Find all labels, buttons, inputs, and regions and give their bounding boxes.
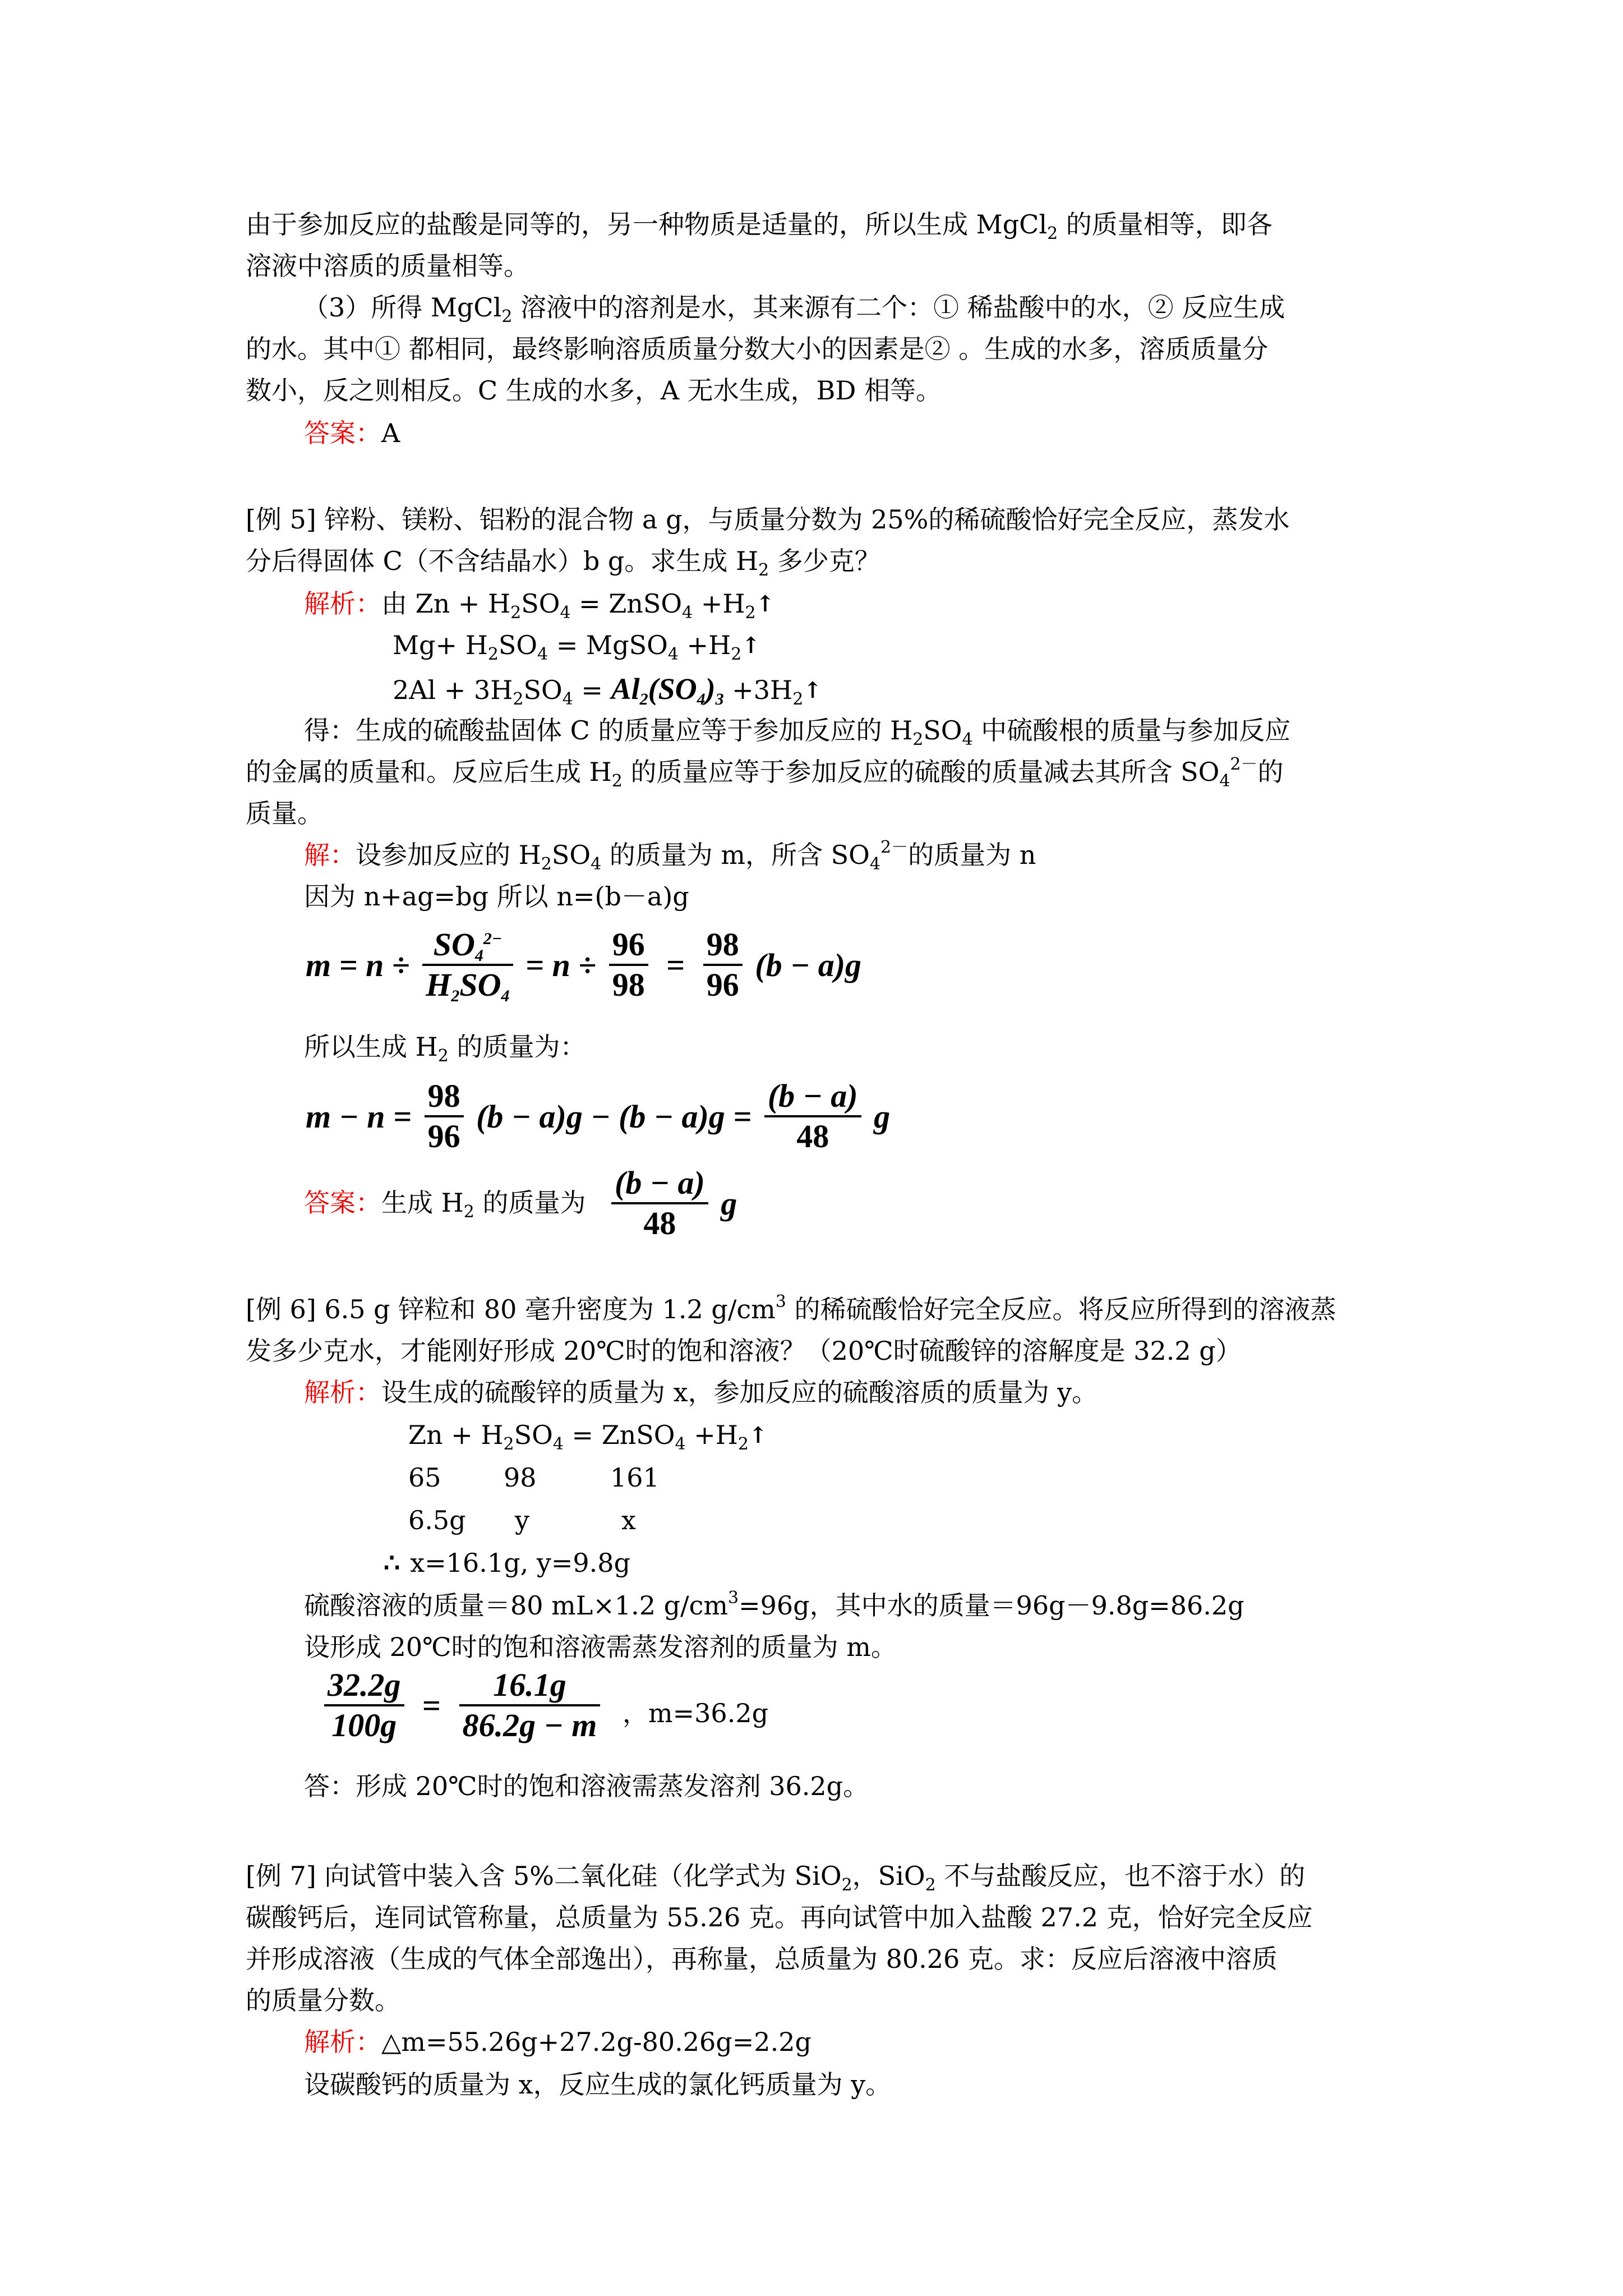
analysis-label: 解析： bbox=[304, 588, 381, 619]
text-line: 因为 n+ag=bg 所以 n=(b－a)g bbox=[304, 881, 689, 912]
equation-solubility: $\frac{32.2g}{100g}$ = $\frac{16.1g}{86.2g - m}$ bbox=[320, 1666, 605, 1745]
fraction: $\frac{32.2g}{100g}$ bbox=[324, 1666, 404, 1745]
text-line: 的水。其中① 都相同，最终影响溶质质量分数大小的因素是② 。生成的水多，溶质质量分 bbox=[246, 334, 1269, 364]
example-5-question: 分后得固体 C（不含结晶水）b g。求生成 $H_2$ 多少克？ bbox=[246, 546, 880, 580]
up-arrow-icon: ↑ bbox=[741, 632, 760, 659]
text-line: 所以生成 $H_2$ 的质量为： bbox=[304, 1032, 586, 1066]
reaction-line: $Mg+ H_2SO_4$ = MgSO$_4$ $+H_2↑$ bbox=[393, 630, 760, 664]
text-line: 设碳酸钙的质量为 x，反应生成的氯化钙质量为 y。 bbox=[304, 2069, 892, 2100]
text-line: 由于参加反应的盐酸是同等的，另一种物质是适量的，所以生成 MgCl$_2$ 的质量相等，即各 bbox=[246, 209, 1272, 243]
answer-line: 答案：A bbox=[304, 418, 400, 448]
up-arrow-icon: ↑ bbox=[755, 591, 775, 617]
solution-label: 解： bbox=[304, 840, 356, 870]
example-7-question: [例 7] 向试管中装入含 5%二氧化硅（化学式为 SiO$_2$，SiO$_2$ 不与盐酸反应，也不溶于水）的 bbox=[246, 1861, 1306, 1895]
example-7-question: 碳酸钙后，连同试管称量，总质量为 55.26 克。再向试管中加入盐酸 27.2 克，恰好完全反应 bbox=[246, 1902, 1313, 1932]
example-5-question: [例 5] 锌粉、镁粉、铝粉的混合物 a g，与质量分数为 25%的稀硫酸恰好完全反应，蒸发水 bbox=[246, 504, 1290, 535]
example-6-question: 发多少克水，才能刚好形成 20℃时的饱和溶液？（20℃时硫酸锌的溶解度是 32.2 g） bbox=[246, 1336, 1242, 1366]
answer-fraction: $\frac{(b - a)}{48}$ g bbox=[607, 1164, 737, 1243]
molar-mass-row: 65 98 161 bbox=[408, 1462, 660, 1493]
result-line: ∴ x=16.1g, y=9.8g bbox=[384, 1548, 631, 1578]
reaction-line: 解析：由 $Zn + H_2SO_4$ = ZnSO$_4$ $+H_2↑$ bbox=[304, 588, 775, 623]
analysis-line: 解析：△m=55.26g+27.2g-80.26g=2.2g bbox=[304, 2027, 811, 2057]
reaction-line: $2Al + 3H_2SO_4 = Al_2(SO_4)_3$ $+3H_2↑$ bbox=[393, 672, 822, 709]
equation-m: m = n ÷ $\frac{SO_4^{2-}}{H_2SO_4}$ = n ÷ $\frac{96}{98}$ = $\frac{98}{96}$ (b − a)g bbox=[306, 926, 862, 1005]
up-arrow-icon: ↑ bbox=[749, 1422, 768, 1448]
text-line: （3）所得 MgCl$_2$ 溶液中的溶剂是水，其来源有二个：① 稀盐酸中的水，② 反应生成 bbox=[303, 292, 1285, 326]
text-line: 溶液中溶质的质量相等。 bbox=[246, 251, 529, 281]
text-line: 硫酸溶液的质量＝80 mL×1.2 $g/cm^3=96g$，其中水的质量＝96g－9.8g=86.2g bbox=[304, 1588, 1244, 1621]
example-7-question: 并形成溶液（生成的气体全部逸出），再称量，总质量为 80.26 克。求：反应后溶液中溶质 bbox=[246, 1944, 1278, 1974]
answer-line: 答案：生成 $H_2$ 的质量为 bbox=[304, 1188, 586, 1222]
answer-line: 答：形成 20℃时的饱和溶液需蒸发溶剂 36.2g。 bbox=[304, 1771, 869, 1801]
example-6-question: [例 6] 6.5 g 锌粒和 80 毫升密度为 1.2 $g/cm^3$ 的稀硫酸恰好完全反应。将反应所得到的溶液蒸 bbox=[246, 1292, 1336, 1324]
answer-label: 答案： bbox=[304, 1188, 381, 1218]
fraction: $\frac{98}{96}$ bbox=[425, 1077, 464, 1156]
fraction: $\frac{98}{96}$ bbox=[703, 926, 743, 1004]
analysis-label: 解析： bbox=[304, 1377, 381, 1407]
fraction: $\frac{SO_4^{2-}}{H_2SO_4}$ bbox=[422, 926, 513, 1004]
example-7-question: 的质量分数。 bbox=[246, 1985, 400, 2016]
equation-m-minus-n: m − n = $\frac{98}{96}$ (b − a)g − (b − a)g = $\frac{(b - a)}{48}$ g bbox=[306, 1078, 891, 1154]
text-line: 数小，反之则相反。C 生成的水多，A 无水生成，BD 相等。 bbox=[246, 375, 942, 406]
fraction: $\frac{16.1g}{86.2g - m}$ bbox=[459, 1666, 601, 1745]
solution-line: 解：设参加反应的 $H_2SO_4$ 的质量为 m，所含 $SO_4^{2-}$的质量为 n bbox=[304, 838, 1036, 874]
answer-label: 答案： bbox=[304, 418, 381, 448]
analysis-label: 解析： bbox=[304, 2027, 381, 2057]
text-line: ，m=36.2g bbox=[623, 1698, 769, 1728]
aluminium-sulfate-formula: $Al_2(SO_4)_3$ bbox=[611, 672, 724, 708]
text-line: 得：生成的硫酸盐固体 C 的质量应等于参加反应的 $H_2SO_4$ 中硫酸根的质量与参加反应 bbox=[304, 715, 1291, 749]
text-line: 质量。 bbox=[246, 798, 323, 829]
text-line: 设形成 20℃时的饱和溶液需蒸发溶剂的质量为 m。 bbox=[304, 1632, 897, 1662]
fraction: $\frac{(b - a)}{48}$ bbox=[764, 1077, 861, 1156]
fraction: $\frac{(b - a)}{48}$ bbox=[611, 1164, 708, 1243]
up-arrow-icon: ↑ bbox=[803, 677, 822, 703]
analysis-line: 解析：设生成的硫酸锌的质量为 x，参加反应的硫酸溶质的质量为 y。 bbox=[304, 1377, 1098, 1407]
therefore-icon: ∴ bbox=[384, 1548, 400, 1578]
reaction-line: $Zn + H_2SO_4$ = ZnSO$_4$ $+H_2↑$ bbox=[408, 1420, 768, 1454]
fraction: $\frac{96}{98}$ bbox=[609, 926, 648, 1004]
text-line: 的金属的质量和。反应后生成 $H_2$ 的质量应等于参加反应的硫酸的质量减去其所含 $SO_4^{2-}$的 bbox=[246, 754, 1284, 791]
quantity-row: 6.5g y x bbox=[408, 1505, 636, 1535]
